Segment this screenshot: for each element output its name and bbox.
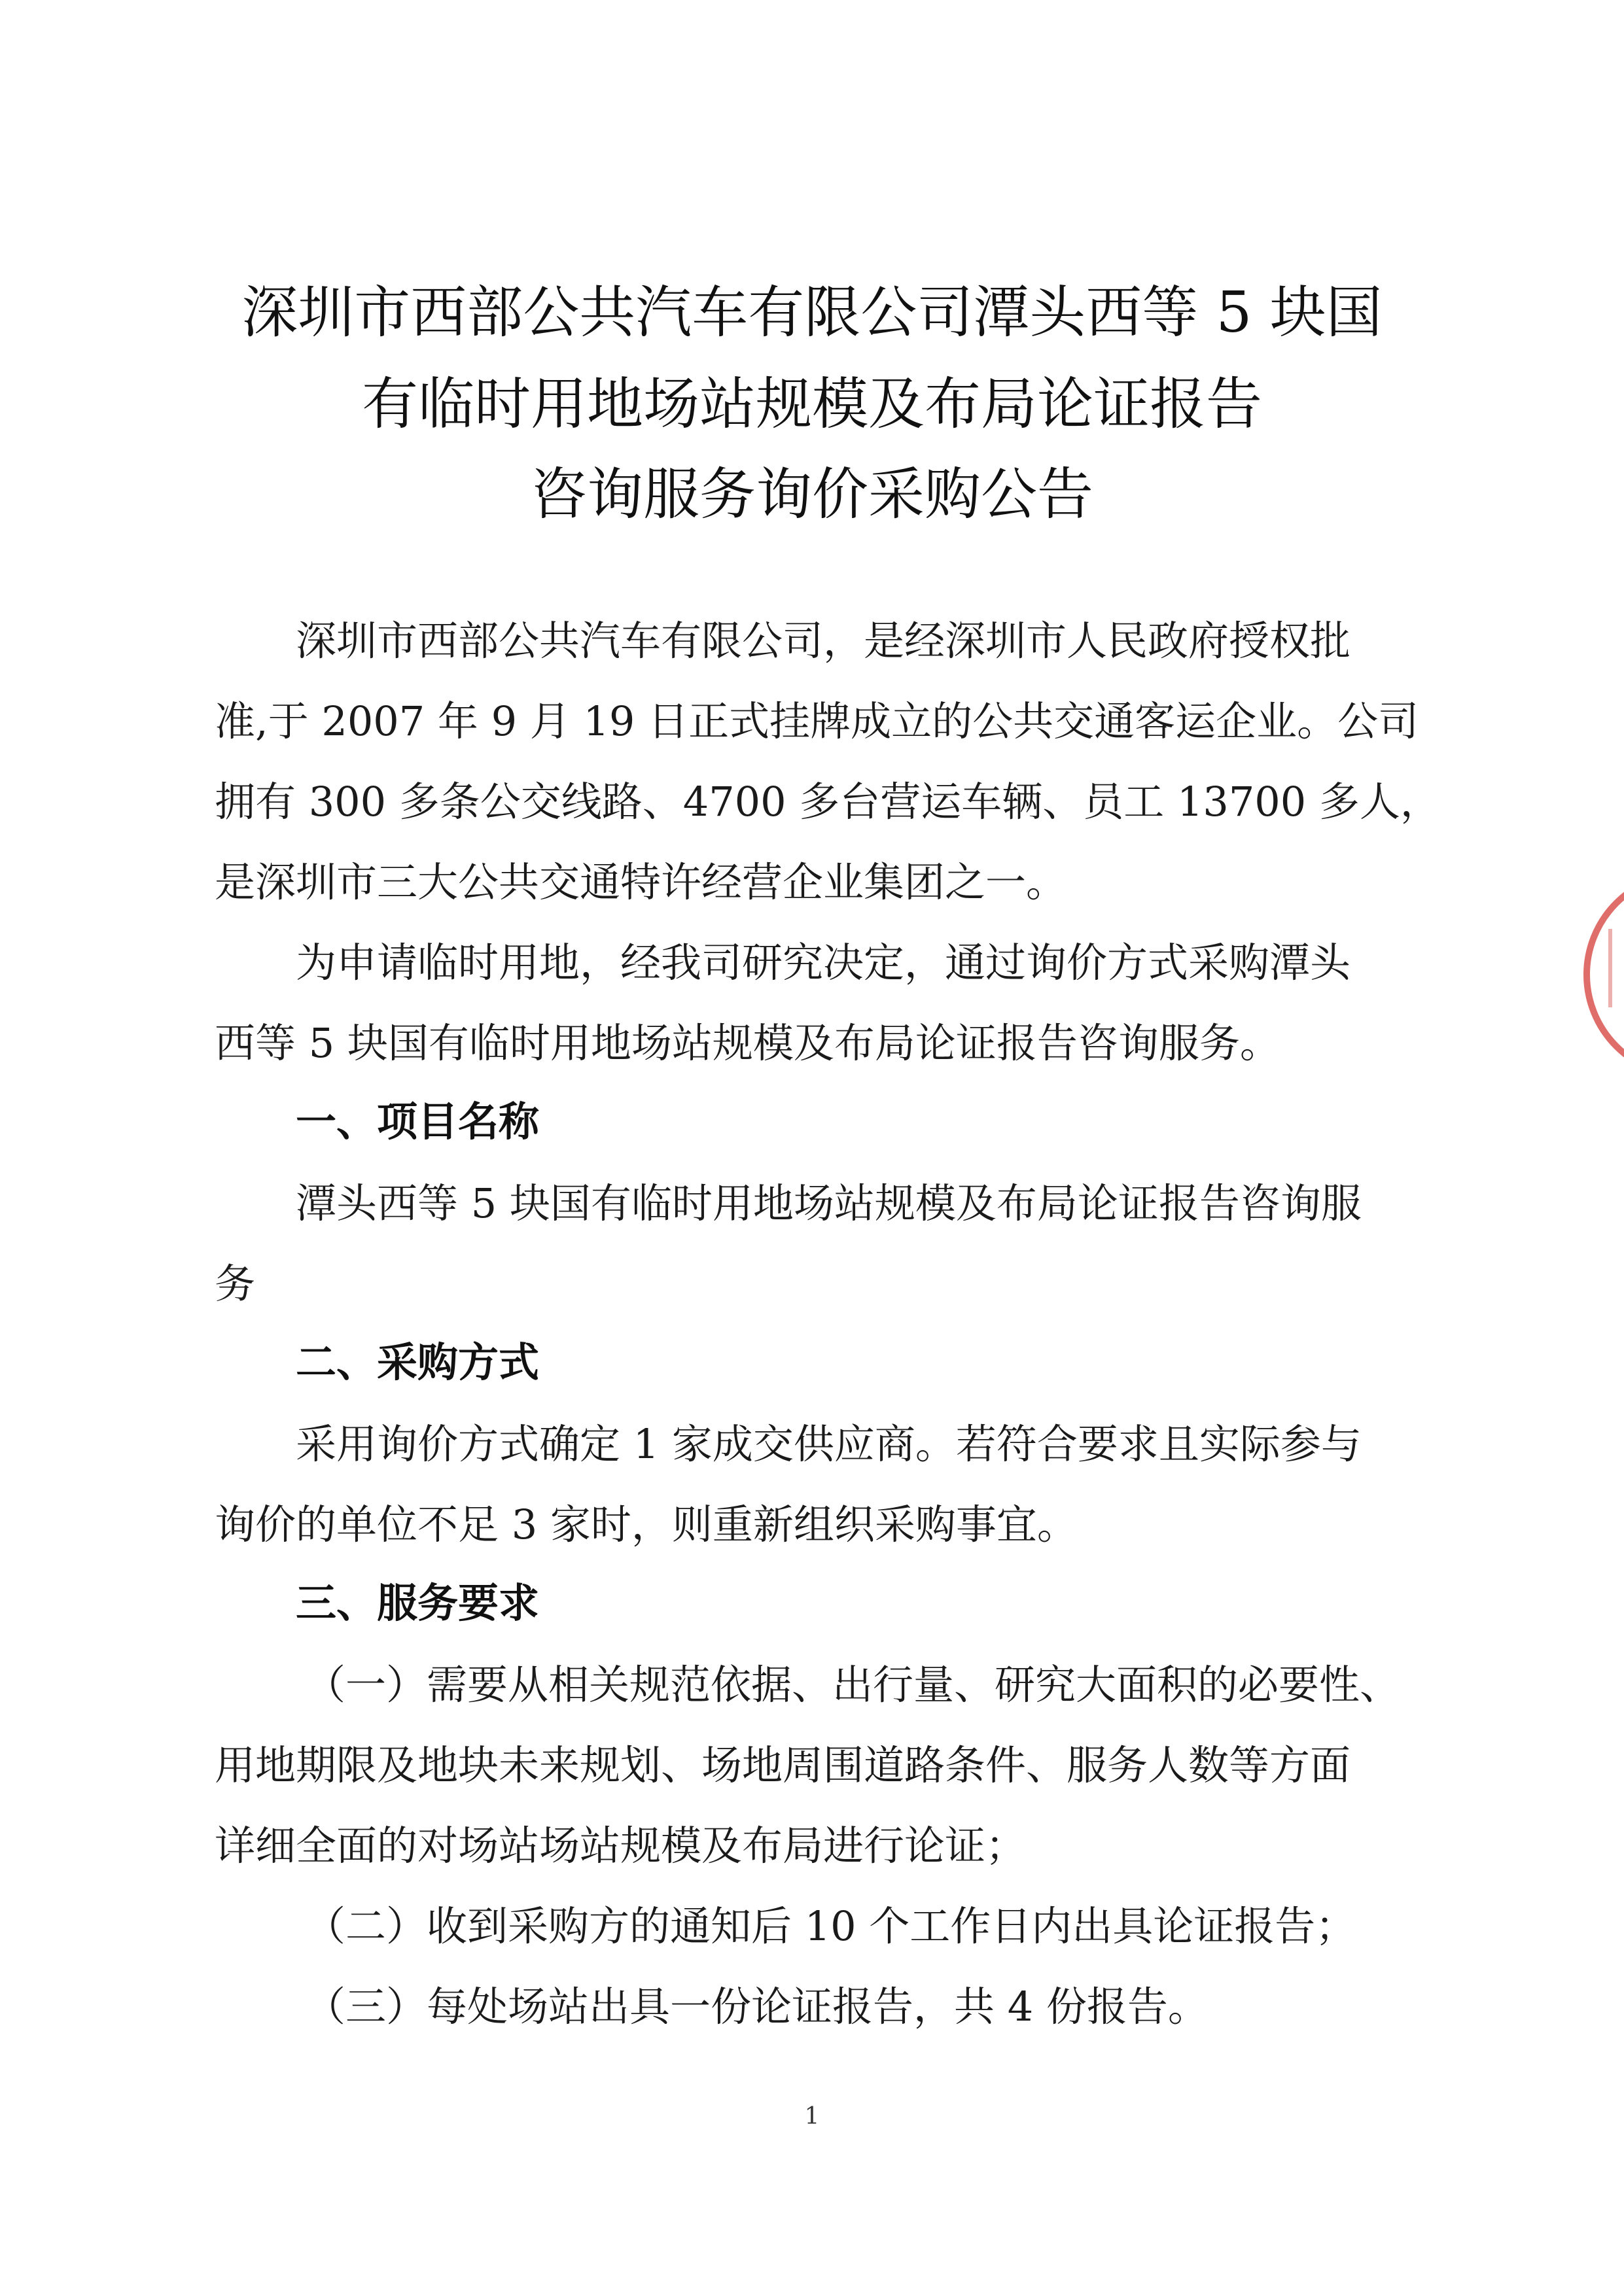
section2-line-1: 采用询价方式确定 1 家成交供应商。若符合要求且实际参与 [296, 1420, 1362, 1468]
purpose-line-2: 西等 5 块国有临时用地场站规模及布局论证报告咨询服务。 [215, 1019, 1280, 1067]
red-seal-stamp-mark [1608, 929, 1624, 1007]
section3-item1-line-3: 详细全面的对场站场站规模及布局进行论证； [215, 1822, 1027, 1870]
intro-line-1: 深圳市西部公共汽车有限公司，是经深圳市人民政府授权批 [296, 617, 1351, 665]
section1-heading: 一、项目名称 [296, 1098, 540, 1145]
section2-heading: 二、采购方式 [296, 1338, 540, 1386]
purpose-line-1: 为申请临时用地，经我司研究决定，通过询价方式采购潭头 [296, 939, 1351, 986]
section2-line-2: 询价的单位不足 3 家时，则重新组织采购事宜。 [215, 1501, 1078, 1548]
intro-line-3: 拥有 300 多条公交线路、4700 多台营运车辆、员工 13700 多人， [215, 778, 1441, 826]
section3-item2: （二）收到采购方的通知后 10 个工作日内出具论证报告； [305, 1902, 1356, 1950]
section3-item1-line-2: 用地期限及地块未来规划、场地周围道路条件、服务人数等方面 [215, 1741, 1351, 1789]
title-line-3: 咨询服务询价采购公告 [531, 462, 1093, 527]
intro-line-4: 是深圳市三大公共交通特许经营企业集团之一。 [215, 858, 1067, 906]
section3-item3: （三）每处场站出具一份论证报告，共 4 份报告。 [305, 1983, 1209, 2030]
page-number: 1 [804, 2103, 820, 2130]
title-line-2: 有临时用地场站规模及布局论证报告 [362, 372, 1262, 437]
title-line-1: 深圳市西部公共汽车有限公司潭头西等 5 块国 [241, 280, 1383, 345]
section1-line-1: 潭头西等 5 块国有临时用地场站规模及布局论证报告咨询服 [296, 1179, 1362, 1227]
section3-item1-line-1: （一）需要从相关规范依据、出行量、研究大面积的必要性、 [305, 1661, 1401, 1709]
section3-heading: 三、服务要求 [296, 1579, 540, 1627]
intro-line-2: 准,于 2007 年 9 月 19 日正式挂牌成立的公共交通客运企业。公司 [215, 697, 1419, 745]
section1-line-2: 务 [215, 1260, 256, 1308]
